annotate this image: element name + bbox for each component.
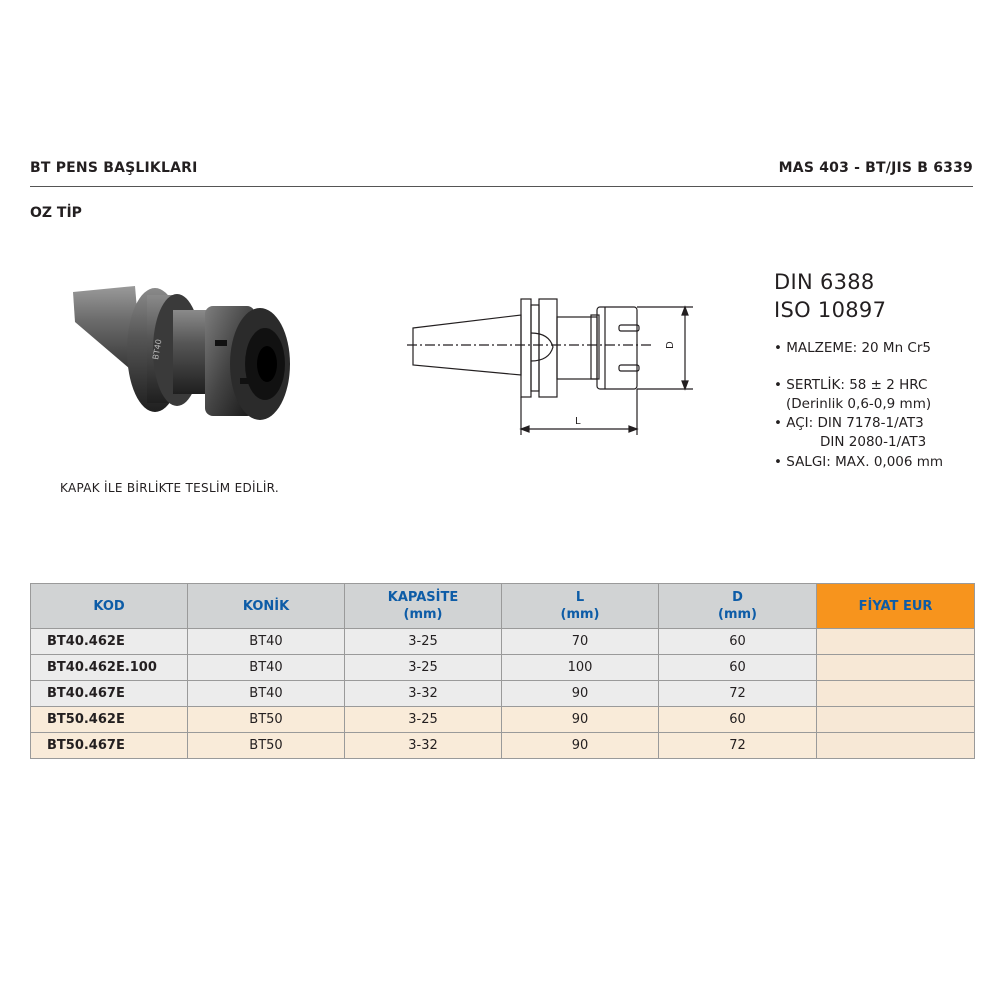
spec-runout: • SALGI: MAX. 0,006 mm [774, 454, 944, 470]
table-row [31, 707, 975, 733]
table-row [31, 681, 975, 707]
dimension-d-label: D [665, 341, 676, 349]
cell-l: 70 [502, 629, 659, 655]
header-price: FİYAT EUR [817, 584, 975, 629]
product-subtitle: OZ TİP [30, 205, 82, 221]
cell-l: 90 [502, 733, 659, 759]
cell-konik: BT50 [188, 733, 345, 759]
standard-din: DIN 6388 [774, 270, 875, 294]
cell-kod: BT40.462E.100 [31, 655, 188, 681]
table-row [31, 733, 975, 759]
dimension-l-label: L [575, 416, 581, 427]
table-row [31, 655, 975, 681]
cell-kapasite: 3-25 [345, 655, 502, 681]
cell-d: 60 [659, 655, 817, 681]
technical-drawing [405, 285, 695, 435]
cell-kapasite: 3-25 [345, 707, 502, 733]
cell-d: 72 [659, 681, 817, 707]
cell-price [817, 681, 975, 707]
cell-kod: BT40.462E [31, 629, 188, 655]
cell-konik: BT50 [188, 707, 345, 733]
delivery-note: KAPAK İLE BİRLİKTE TESLİM EDİLİR. [60, 481, 279, 495]
header-kapasite: KAPASİTE (mm) [345, 584, 502, 629]
cell-l: 90 [502, 707, 659, 733]
cell-konik: BT40 [188, 681, 345, 707]
cell-konik: BT40 [188, 655, 345, 681]
cell-price [817, 733, 975, 759]
header-kod: KOD [31, 584, 188, 629]
svg-text:BT40: BT40 [151, 338, 164, 361]
cell-price [817, 707, 975, 733]
cell-d: 72 [659, 733, 817, 759]
tool-holder-photo [55, 280, 295, 440]
cell-kod: BT50.462E [31, 707, 188, 733]
spec-hardness: • SERTLİK: 58 ± 2 HRC [774, 377, 928, 393]
header-l: L (mm) [502, 584, 659, 629]
header-divider [30, 186, 973, 187]
standard-iso: ISO 10897 [774, 298, 887, 322]
standard-title: MAS 403 - BT/JIS B 6339 [778, 160, 973, 176]
cell-l: 100 [502, 655, 659, 681]
spec-hardness-depth: (Derinlik 0,6-0,9 mm) [786, 396, 932, 412]
spec-material: • MALZEME: 20 Mn Cr5 [774, 340, 931, 356]
cell-kod: BT50.467E [31, 733, 188, 759]
cell-l: 90 [502, 681, 659, 707]
cell-kapasite: 3-32 [345, 733, 502, 759]
header-d: D (mm) [659, 584, 817, 629]
spec-angle-2: DIN 2080-1/AT3 [820, 434, 927, 450]
table-header-row [31, 584, 975, 629]
cell-konik: BT40 [188, 629, 345, 655]
cell-d: 60 [659, 629, 817, 655]
header-konik: KONİK [188, 584, 345, 629]
cell-kod: BT40.467E [31, 681, 188, 707]
product-table [30, 583, 975, 759]
cell-kapasite: 3-32 [345, 681, 502, 707]
cell-d: 60 [659, 707, 817, 733]
table-row [31, 629, 975, 655]
cell-price [817, 655, 975, 681]
spec-angle: • AÇI: DIN 7178-1/AT3 [774, 415, 924, 431]
page-title: BT PENS BAŞLIKLARI [30, 160, 198, 176]
cell-kapasite: 3-25 [345, 629, 502, 655]
cell-price [817, 629, 975, 655]
